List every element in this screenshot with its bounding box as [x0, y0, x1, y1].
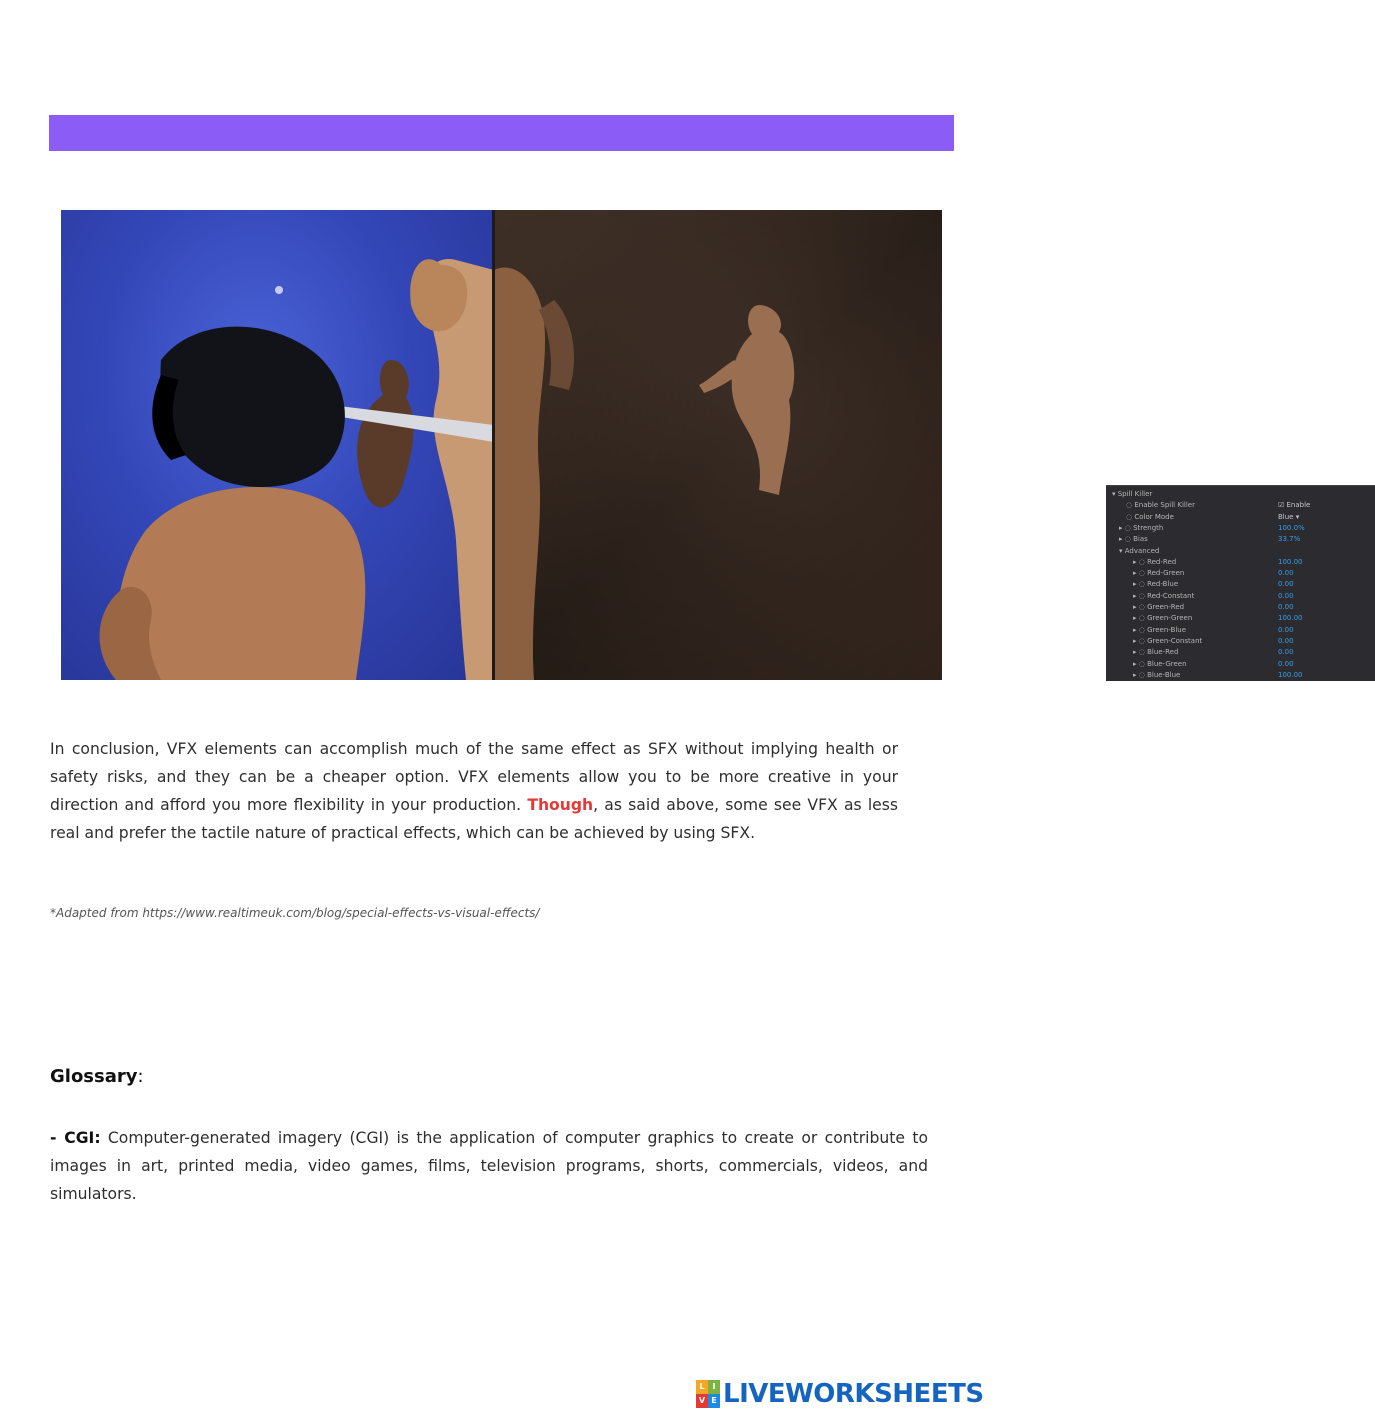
- panel-row-value: 0.00: [1278, 625, 1294, 634]
- panel-row-label: ▾ Spill Killer: [1112, 490, 1153, 498]
- panel-row-label: ▸ ◌ Red-Green: [1133, 569, 1185, 578]
- panel-row-value: 0.00: [1278, 659, 1294, 668]
- highlight-word: Though: [527, 796, 594, 814]
- panel-row-label: ▸ ◌ Blue-Blue: [1133, 670, 1181, 679]
- panel-row: [1106, 670, 1375, 681]
- composited-half: [494, 210, 1311, 680]
- panel-row-label: ▸ ◌ Green-Constant: [1133, 636, 1203, 645]
- panel-row-label: ◌ Enable Spill Killer: [1126, 501, 1195, 510]
- panel-row: [1106, 512, 1375, 523]
- panel-row: [1106, 636, 1375, 647]
- panel-row-label: ▸ ◌ Blue-Green: [1133, 659, 1187, 668]
- panel-row-label: ▸ ◌ Blue-Red: [1133, 648, 1179, 657]
- panel-row-value: 0.00: [1278, 648, 1294, 657]
- panel-row: [1106, 591, 1375, 602]
- logo-letter: V: [696, 1394, 708, 1408]
- source-citation: *Adapted from https://www.realtimeuk.com/blog/special-effects-vs-visual-effects/: [50, 906, 540, 920]
- panel-row-value: 0.00: [1278, 580, 1294, 589]
- panel-row-value: 33.7%: [1278, 535, 1301, 544]
- panel-row-value: 0.00: [1278, 603, 1294, 611]
- panel-row-value: 100.00: [1278, 670, 1303, 679]
- panel-row: [1106, 613, 1375, 624]
- panel-row: [1106, 602, 1375, 613]
- header-accent-bar: [49, 115, 954, 151]
- panel-row-label: ▸ ◌ Red-Blue: [1133, 580, 1179, 589]
- glossary-title: Glossary: [50, 1066, 138, 1087]
- logo-letter: E: [708, 1394, 720, 1408]
- bluescreen-figures-illustration: [61, 210, 494, 680]
- logo-text: LIVEWORKSHEETS: [723, 1379, 984, 1409]
- panel-row-label: ▸ ◌ Bias: [1119, 535, 1148, 544]
- panel-row-value: 100.0%: [1278, 523, 1305, 532]
- spill-killer-effects-panel: [1106, 485, 1375, 681]
- panel-row: [1106, 659, 1375, 670]
- panel-row-label: ▾ Advanced: [1119, 546, 1160, 555]
- conclusion-text-after: , as said above, some see VFX as less real and prefer the tactile nature of practical effects, which can be achieved by using SFX.: [50, 796, 898, 842]
- panel-row: [1106, 546, 1375, 557]
- panel-row: [1106, 568, 1375, 579]
- panel-row-value: 0.00: [1278, 569, 1294, 578]
- panel-row-value: ☑ Enable: [1278, 501, 1311, 510]
- panel-row-value: 0.00: [1278, 591, 1294, 600]
- panel-row-value: 0.00: [1278, 636, 1294, 645]
- logo-letter: I: [708, 1380, 720, 1394]
- panel-row-label: ▸ ◌ Red-Red: [1133, 557, 1177, 566]
- panel-row: [1106, 647, 1375, 658]
- conclusion-text-before: In conclusion, VFX elements can accomplish much of the same effect as SFX without implying health or safety risks, and they can be a cheaper option. VFX elements allow you to be more creative in your direction and afford you more flexibility in your production.: [50, 740, 898, 814]
- vfx-comparison-photo: [61, 210, 1311, 680]
- composited-scene-illustration: [494, 210, 942, 680]
- glossary-colon: :: [137, 1066, 144, 1087]
- panel-row: [1106, 489, 1375, 500]
- panel-row: [1106, 534, 1375, 545]
- panel-row-value: 100.00: [1278, 557, 1303, 566]
- logo-mark-icon: [696, 1380, 720, 1408]
- conclusion-paragraph: [50, 735, 898, 847]
- panel-row-value: 100.00: [1278, 614, 1303, 623]
- panel-row-label: ◌ Color Mode: [1126, 512, 1174, 521]
- liveworksheets-logo: [696, 1378, 984, 1410]
- panel-row-label: ▸ ◌ Red-Constant: [1133, 591, 1195, 600]
- panel-row-label: ▸ ◌ Green-Blue: [1133, 625, 1187, 634]
- panel-row: [1106, 625, 1375, 636]
- panel-row-label: ▸ ◌ Green-Green: [1133, 614, 1193, 623]
- logo-letter: L: [696, 1380, 708, 1394]
- panel-row-label: ▸ ◌ Strength: [1119, 523, 1164, 532]
- glossary-definition: Computer-generated imagery (CGI) is the application of computer graphics to create or contribute to images in art, printed media, video games, films, television programs, shorts, commercials, videos, and simulators.: [50, 1129, 928, 1203]
- bluescreen-half: [61, 210, 494, 680]
- panel-row: [1106, 500, 1375, 511]
- glossary-term: - CGI:: [50, 1129, 101, 1147]
- panel-row-label: ▸ ◌ Green-Red: [1133, 603, 1185, 611]
- panel-row: [1106, 523, 1375, 534]
- panel-row-value: Blue ▾: [1278, 512, 1300, 521]
- split-divider: [492, 210, 495, 680]
- panel-row: [1106, 557, 1375, 568]
- panel-row: [1106, 579, 1375, 590]
- glossary-heading: [50, 1066, 144, 1087]
- glossary-entry: [50, 1124, 928, 1208]
